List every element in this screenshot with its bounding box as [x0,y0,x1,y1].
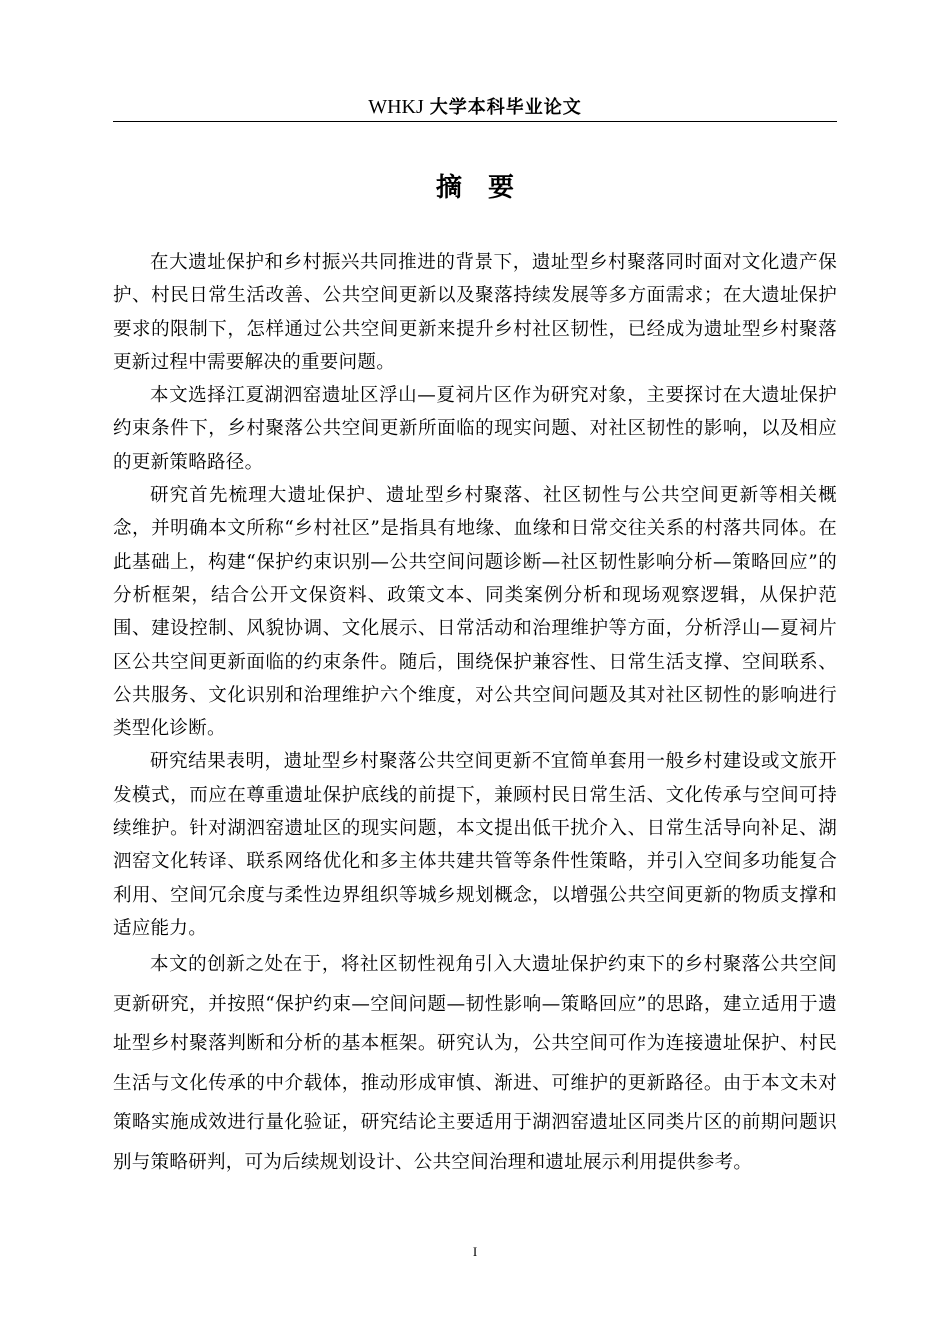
header-title: 大学本科毕业论文 [429,97,582,118]
abstract-title: 摘要 [435,173,540,203]
paragraph-2: 本文选择江夏湖泗窑遗址区浮山—夏祠片区作为研究对象，主要探讨在大遗址保护约束条件下，乡村聚落公共空间更新所面临的现实问题、对社区韧性的影响，以及相应的更新策略路径。 [113,385,837,473]
paragraph-1: 在大遗址保护和乡村振兴共同推进的背景下，遗址型乡村聚落同时面对文化遗产保护、村民日常生活改善、公共空间更新以及聚落持续发展等多方面需求；在大遗址保护要求的限制下，怎样通过公共空间更新来提升乡村社区韧性，已经成为遗址型乡村聚落更新过程中需要解决的重要问题。 [113,252,837,373]
header-rule [113,121,837,122]
page-number: I [472,1244,478,1259]
abstract-body [113,246,837,1182]
paragraph-4: 研究结果表明，遗址型乡村聚落公共空间更新不宜简单套用一般乡村建设或文旅开发模式，而应在尊重遗址保护底线的前提下，兼顾村民日常生活、文化传承与空间可持续维护。针对湖泗窑遗址区的现实问题，本文提出低干扰介入、日常生活导向补足、湖泗窑文化转译、联系网络优化和多主体共建共管等条件性策略，并引入空间多功能复合利用、空间冗余度与柔性边界组织等城乡规划概念，以增强公共空间更新的物质支撑和适应能力。 [113,751,837,939]
page-header [113,92,837,122]
paragraph-3: 研究首先梳理大遗址保护、遗址型乡村聚落、社区韧性与公共空间更新等相关概念，并明确本文所称“乡村社区”是指具有地缘、血缘和日常交往关系的村落共同体。在此基础上，构建“保护约束识别—公共空间问题诊断—社区韧性影响分析—策略回应”的分析框架，结合公开文保资料、政策文本、同类案例分析和现场观察逻辑，从保护范围、建设控制、风貌协调、文化展示、日常活动和治理维护等方面，分析浮山—夏祠片区公共空间更新面临的约束条件。随后，围绕保护兼容性、日常生活支撑、空间联系、公共服务、文化识别和治理维护六个维度，对公共空间问题及其对社区韧性的影响进行类型化诊断。 [113,485,837,740]
header-latin: WHKJ [368,96,424,118]
paragraph-5: 本文的创新之处在于，将社区韧性视角引入大遗址保护约束下的乡村聚落公共空间更新研究，并按照“保护约束—空间问题—韧性影响—策略回应”的思路，建立适用于遗址型乡村聚落判断和分析的基本框架。研究认为，公共空间可作为连接遗址保护、村民生活与文化传承的中介载体，推动形成审慎、渐进、可维护的更新路径。由于本文未对策略实施成效进行量化验证，研究结论主要适用于湖泗窑遗址区同类片区的前期问题识别与策略研判，可为后续规划设计、公共空间治理和遗址展示利用提供参考。 [113,954,837,1173]
